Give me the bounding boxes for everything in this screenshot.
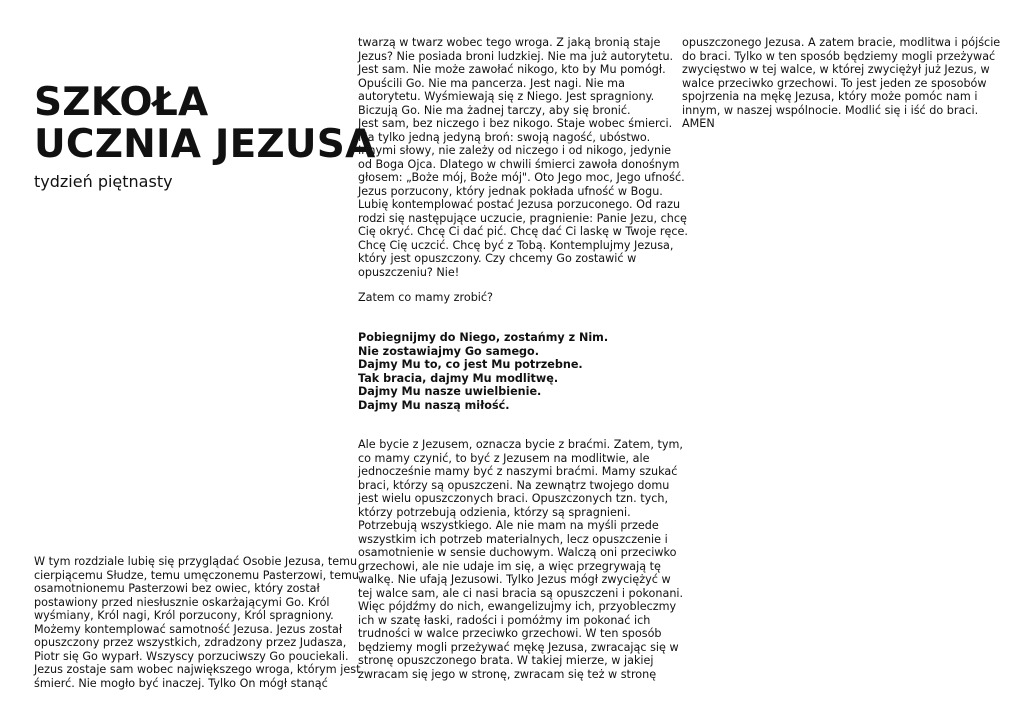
text-line: Lubię kontemplować postać Jezusa porzuconego. Od razu <box>358 198 681 211</box>
text-line: Jezus? Nie posiada broni ludzkiej. Nie ma już autorytetu. <box>358 49 674 63</box>
title-line: UCZNIA JEZUSA <box>34 122 376 167</box>
text-line: walkę. Nie ufają Jezusowi. Tylko Jezus mógł zwyciężyć w <box>358 573 671 586</box>
text-line: opuszczonego Jezusa. A zatem bracie, modlitwa i pójście <box>682 36 1001 49</box>
text-line: Jezus porzucony, który jednak pokłada ufność w Bogu. <box>358 184 663 198</box>
text-line: AMEN <box>682 117 715 130</box>
text-line: spojrzenia na mękę Jezusa, który może pomóc nam i <box>682 90 978 103</box>
text-line: Potrzebują wszystkiego. Ale nie mam na myśli przede <box>358 519 659 532</box>
text-line: zwycięstwo w tej walce, w której zwyciężył już Jezus, w <box>682 63 990 76</box>
text-line: będziemy mogli przeżywać mękę Jezusa, zwracając się w <box>358 640 679 654</box>
closing-paragraph <box>682 36 1000 131</box>
text-line: Tak bracia, dajmy Mu modlitwę. <box>358 371 559 385</box>
text-line: jest wielu opuszczonych braci. Opuszczonych tzn. tych, <box>358 492 669 505</box>
text-line: Nie zostawiajmy Go samego. <box>358 344 539 358</box>
text-line: trudności w walce przeciwko grzechowi. W ten sposób <box>358 627 662 640</box>
text-line: osamotnienie w sensie duchowym. Walczą oni przeciwko <box>358 546 677 559</box>
text-line: Ma tylko jedną jedyną broń: swoją nagość, ubóstwo. <box>358 130 651 144</box>
text-line: Ale bycie z Jezusem, oznacza bycie z braćmi. Zatem, tym, <box>358 438 683 451</box>
text-line: grzechowi, ale nie udaje im się, a więc przegrywają tę <box>358 559 661 573</box>
intro-paragraph <box>34 555 360 690</box>
text-line: Pobiegnijmy do Niego, zostańmy z Nim. <box>358 331 609 344</box>
text-line: śmierć. Nie mogło być inaczej. Tylko On mógł stanąć <box>34 676 328 690</box>
page-subtitle: tydzień piętnasty <box>34 172 173 191</box>
text-line: wyśmiany, Król nagi, Król porzucony, Król spragniony. <box>34 609 334 622</box>
text-line: Zatem co mamy zrobić? <box>358 291 493 304</box>
bold-resolutions <box>358 331 608 412</box>
text-line: opuszczeniu? Nie! <box>358 265 460 279</box>
text-line: Jest sam. Nie może zawołać nikogo, kto by Mu pomógł. <box>358 63 666 76</box>
text-line: którzy potrzebują odzienia, którzy są spragnieni. <box>358 505 631 519</box>
text-line: ich w szatę łaski, radości i pomóżmy im pokonać ich <box>358 613 651 627</box>
text-line: twarzą w twarz wobec tego wroga. Z jaką bronią staje <box>358 36 661 49</box>
text-line: co mamy czynić, to być z Jezusem na modlitwie, ale <box>358 451 650 465</box>
text-line: zwracam się jego w stronę, zwracam się też w stronę <box>358 667 657 681</box>
text-line: głosem: „Boże mój, Boże mój". Oto Jego moc, Jego ufność. <box>358 171 685 184</box>
text-line: tej walce sam, ale ci nasi bracia są opuszczeni i pokonani. <box>358 586 684 600</box>
text-line: rodzi się następujące uczucie, pragnienie: Panie Jezu, chcę <box>358 211 687 225</box>
text-line: jednocześnie mamy być z naszymi braćmi. Mamy szukać <box>358 465 678 478</box>
text-line: Biczują Go. Nie ma żadnej tarczy, aby się bronić. <box>358 103 631 117</box>
text-line: autorytetu. Wyśmiewają się z Niego. Jest spragniony. <box>358 90 655 103</box>
text-line: Więc pójdźmy do nich, ewangelizujmy ich, przyobleczmy <box>358 600 677 613</box>
text-line: stronę opuszczonego brata. W takiej mierze, w jakiej <box>358 654 654 667</box>
body-paragraph-2 <box>358 438 683 681</box>
text-line: postawiony przed niesłusznie oskarżającymi Go. Król <box>34 595 330 609</box>
text-line: Jezus zostaje sam wobec największego wroga, którym jest <box>34 663 361 676</box>
text-line: Piotr się Go wyparł. Wszyscy porzuciwszy Go pouciekali. <box>34 649 349 663</box>
text-line: Dajmy Mu naszą miłość. <box>358 398 510 412</box>
text-line: który jest opuszczony. Czy chcemy Go zostawić w <box>358 252 637 265</box>
body-paragraph-1 <box>358 36 688 279</box>
text-line: wszystkim ich potrzeb materialnych, lecz opuszczenie i <box>358 532 668 546</box>
text-line: braci, którzy są opuszczeni. Na zewnątrz twojego domu <box>358 478 670 492</box>
text-line: Jest sam, bez niczego i bez nikogo. Staje wobec śmierci. <box>358 117 673 130</box>
text-line: walce przeciwko grzechowi. To jest jeden ze sposobów <box>682 76 987 90</box>
title-line: SZKOŁA <box>34 80 209 125</box>
question-line <box>358 291 493 305</box>
text-line: W tym rozdziale lubię się przyglądać Osobie Jezusa, temu <box>34 555 358 568</box>
text-line: od Boga Ojca. Dlatego w chwili śmierci zawoła donośnym <box>358 157 680 171</box>
text-line: Dajmy Mu to, co jest Mu potrzebne. <box>358 358 583 371</box>
text-line: Dajmy Mu nasze uwielbienie. <box>358 385 542 398</box>
text-line: Chcę Cię uczcić. Chcę być z Tobą. Kontemplujmy Jezusa, <box>358 238 674 252</box>
text-line: osamotnionemu Pasterzowi bez owiec, który został <box>34 582 320 595</box>
text-line: Innymi słowy, nie zależy od niczego i od nikogo, jedynie <box>358 144 672 157</box>
text-line: do braci. Tylko w ten sposób będziemy mogli przeżywać <box>682 49 996 63</box>
text-line: Możemy kontemplować samotność Jezusa. Jezus został <box>34 622 342 636</box>
text-line: innym, w naszej wspólnocie. Modlić się i iść do braci. <box>682 103 979 117</box>
text-line: Opuścili Go. Nie ma pancerza. Jest nagi. Nie ma <box>358 76 625 90</box>
text-line: opuszczony przez wszystkich, zdradzony przez Judasza, <box>34 636 347 649</box>
text-line: Cię okryć. Chcę Ci dać pić. Chcę dać Ci laskę w Twoje ręce. <box>358 225 688 238</box>
text-line: cierpiącemu Słudze, temu umęczonemu Pasterzowi, temu <box>34 568 359 582</box>
page-title <box>34 82 375 166</box>
